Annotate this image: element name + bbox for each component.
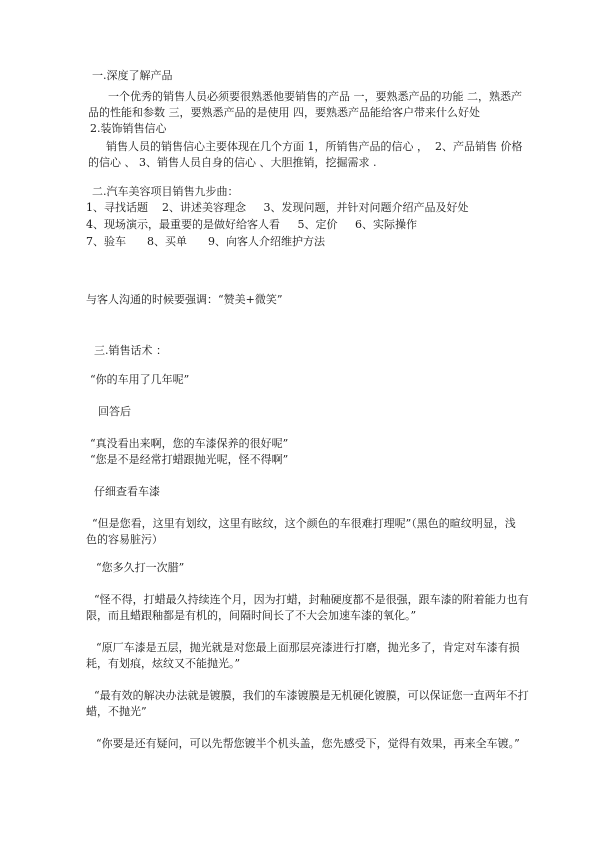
script-line: “最有效的解决办法就是镀膜，我们的车漆镀膜是无机硬化镀膜，可以保证您一直两年不打: [94, 689, 529, 702]
section-heading: 三.销售话术 ：: [94, 344, 167, 357]
script-label: 仔细查看车漆: [94, 485, 160, 498]
paragraph-line: 的信心 、 3、销售人员自身的信心 、大胆推销，挖掘需求 .: [88, 156, 377, 169]
script-line: “您多久打一次腊”: [96, 561, 185, 574]
script-line: 限，而且蜡跟釉都是有机的，间隔时间长了不大会加速车漆的氧化。”: [86, 609, 417, 622]
script-label: 回答后: [98, 405, 131, 418]
step-line: 1、寻找话题 2、讲述美容理念 3、发现问题，并针对问题介绍产品及好处: [86, 201, 469, 214]
script-line: “你的车用了几年呢”: [90, 373, 190, 386]
paragraph-line: 品的性能和参数 三，要熟悉产品的是使用 四，要熟悉产品能给客户带来什么好处: [88, 106, 480, 119]
section-heading: 二.汽车美容项目销售九步曲：: [92, 185, 239, 198]
script-line: “但是您看，这里有划纹，这里有眩纹，这个颜色的车很难打理呢”（黑色的暄纹明显，浅: [92, 517, 516, 530]
script-line: “真没看出来啊，您的车漆保养的很好呢”: [90, 437, 289, 450]
script-line: 色的容易脏污）: [86, 533, 163, 546]
paragraph-line: 销售人员的销售信心主要体现在几个方面 1，所销售产品的信心 ， 2、产品销售 价格: [106, 140, 523, 153]
script-line: 耗，有划痕，炫纹又不能抛光。”: [86, 657, 241, 670]
paragraph-line: 一个优秀的销售人员必须要很熟悉他要销售的产品 一，要熟悉产品的功能 二，熟悉产: [108, 90, 522, 103]
step-line: 4、现场演示，最重要的是做好给客人看 5、定价 6、实际操作: [86, 218, 417, 231]
section-heading: 一.深度了解产品: [92, 69, 173, 82]
subsection-heading: 2.装饰销售信心: [90, 122, 167, 135]
script-line: “怪不得，打蜡最久持续连个月，因为打蜡，封釉硬度都不是很强，跟车漆的附着能力也有: [94, 593, 529, 606]
script-line: 蜡，不抛光”: [86, 705, 147, 718]
script-line: “你要是还有疑问，可以先帮您镀半个机头盖，您先感受下，觉得有效果，再来全车镀。”: [96, 737, 520, 750]
script-line: “原厂车漆是五层，抛光就是对您最上面那层亮漆进行打磨，抛光多了，肯定对车漆有损: [96, 641, 520, 654]
emphasis-line: 与客人沟通的时候要强调：“赞美+微笑”: [86, 293, 283, 306]
step-line: 7、验车 8、买单 9、向客人介绍维护方法: [86, 235, 325, 248]
script-line: “您是不是经常打蜡跟抛光呢，怪不得啊”: [90, 453, 289, 466]
